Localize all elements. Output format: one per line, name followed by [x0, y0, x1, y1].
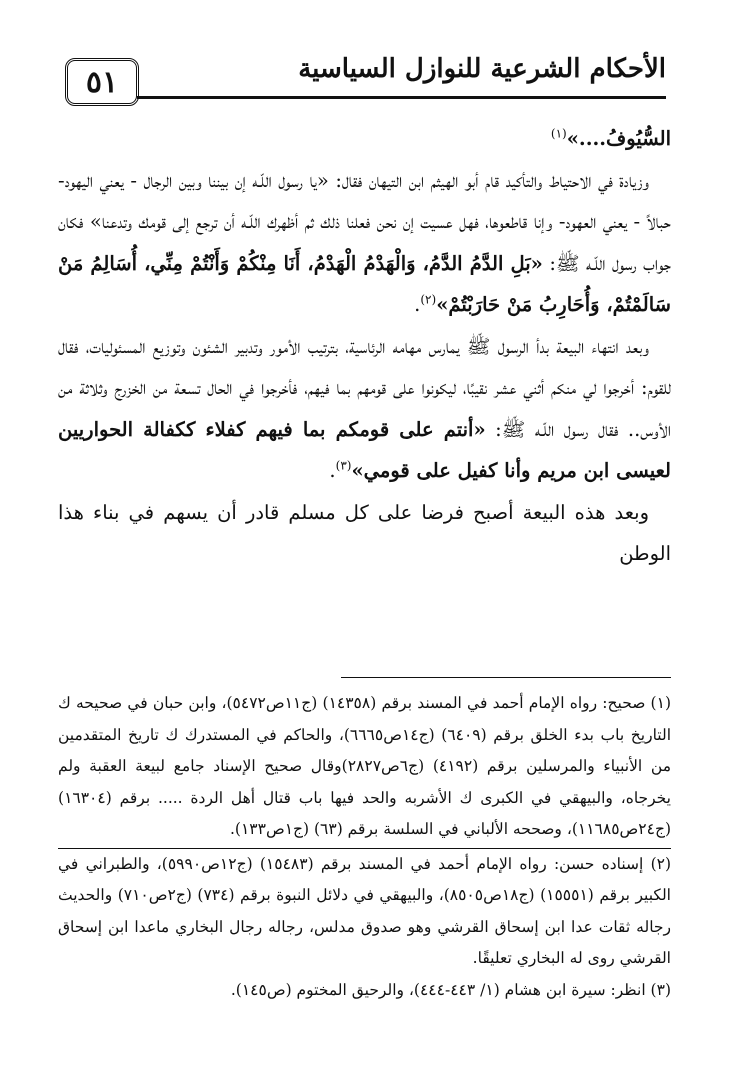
footnote-ref-1: (١) [550, 126, 567, 141]
quote-end: السُّيُوفُ....» [566, 127, 671, 150]
hadith-quote-1: «بَلِ الدَّمُ الدَّمُ، وَالْهَدْمُ الْهَدْمُ، أَنَا مِنْكُمْ وَأَنْتُمْ مِنِّي، أُسَالِمُ مَنْ سَالَمْتُمْ، وَأُحَارِبُ مَنْ حَارَبْتُمْ» [58, 251, 671, 316]
footnote-3: (٣) انظر: سيرة ابن هشام (١/ ٤٤٣-٤٤٤)، والرحيق المختوم (ص١٤٥). [230, 980, 671, 999]
footnote-ref-3: (٣) [335, 458, 352, 473]
paragraph-1 [58, 118, 671, 160]
footnote-2: (٢) إسناده حسن: رواه الإمام أحمد في المسند برقم (١٥٤٨٣) (ج١٢ص٥٩٩٠)، والطبراني في الكبير برقم (١٥٥٥١) (ج١٨ص٨٥٠٥)، والبيهقي في دلائل النبوة برقم (٧٣٤) (ج٢ص٧١٠) والحديث رجاله ثقات عدا ابن إسحاق القرشي وهو صدوق مدلس، رجاله رجال البخاري ماعدا ابن إسحاق القرشي روى له البخاري تعليقًا. [58, 854, 672, 967]
page-header [55, 50, 666, 108]
hadith-quote-2: «أنتم على قومكم بما فيهم كفلاء ككفالة الحواريين لعيسى ابن مريم وأنا كفيل على قومي» [58, 417, 671, 482]
page-number: ٥١ [65, 58, 139, 106]
header-rule [137, 96, 666, 99]
running-title: الأحكام الشرعية للنوازل السياسية [298, 54, 666, 84]
footnote-1: (١) صحيح: رواه الإمام أحمد في المسند برقم (١٤٣٥٨) (ج١١ص٥٤٧٢)، وابن حبان في صحيحه ك التاريخ باب بدء الخلق برقم (٦٤٠٩) (ج١٤ص٦٦٦٥)، والحاكم في المستدرك ك تاريخ المتقدمين من الأنبياء والمرسلين برقم (٤١٩٢) (ج٦ص٢٨٢٧)وقال صحيح الإسناد جامع لبيعة العقبة ولم يخرجاه، والبيهقي في الكبرى ك الأشربه والحد فيها باب قتال أهل الردة ..... برقم (١٦٣٠٤) (ج٢٤ص١١٦٨٥)، وصححه الألباني في السلسة برقم (٦٣) (ج١ص١٣٣). [58, 694, 672, 838]
footnotes [58, 688, 671, 1006]
footnote-ref-2: (٢) [420, 292, 437, 307]
paragraph-2: وزيادة في الاحتياط والتأكيد قام أبو الهيثم ابن التيهان فقال: «يا رسول اللّـه إن بيننا وبين الرجال - يعني اليهود- حبالاً - يعني العهود- وإنا قاطعوها، فهل عسيت إن نحن فعلنا ذلك ثم أظهرك اللّـه أن ترجع إلى قومك وتدعنا» فكان جواب رسول اللّـه ﷺ: «بَلِ الدَّمُ الدَّمُ، وَالْهَدْمُ الْهَدْمُ، أَنَا مِنْكُمْ وَأَنْتُمْ مِنِّي، أُسَالِمُ مَنْ سَالَمْتُمْ، وَأُحَارِبُ مَنْ حَارَبْتُمْ»$^{(٢)}$. [58, 168, 671, 316]
paragraph-3: وبعد انتهاء البيعة بدأ الرسول ﷺ يمارس مهامه الرئاسية، بترتيب الأمور وتدبير الشئون وتوزيع المسئوليات، فقال للقوم: أخرجوا لي منكم أثني عشر نقيبًا، ليكونوا على قومهم بما فيهم، فأخرجوا في الحال تسعة من الخزرج وثلاثة من الأوس.. فقال رسول اللّـه ﷺ: «أنتم على قومكم بما فيهم كفلاء ككفالة الحواريين لعيسى ابن مريم وأنا كفيل على قومي»$^{(٣)}$. [58, 334, 671, 482]
main-text [58, 118, 671, 575]
paragraph-2-text: وزيادة في الاحتياط والتأكيد قام أبو الهيثم ابن التيهان فقال: «يا رسول اللّـه إن بيننا وبين الرجال - يعني اليهود- حبالاً - يعني العهود- وإنا قاطعوها، فهل عسيت إن نحن فعلنا ذلك ثم أظهرك اللّـه أن ترجع إلى قومك وتدعنا» فكان جواب رسول اللّـه ﷺ: [58, 168, 671, 275]
footnote-separator [341, 677, 671, 678]
paragraph-3-text: وبعد انتهاء البيعة بدأ الرسول ﷺ يمارس مهامه الرئاسية، بترتيب الأمور وتدبير الشئون وتوزيع المسئوليات، فقال للقوم: أخرجوا لي منكم أثني عشر نقيبًا، ليكونوا على قومهم بما فيهم، فأخرجوا في الحال تسعة من الخزرج وثلاثة من الأوس.. فقال رسول اللّـه ﷺ: [58, 334, 671, 441]
paragraph-4: وبعد هذه البيعة أصبح فرضا على كل مسلم قادر أن يسهم في بناء هذا الوطن [58, 500, 671, 565]
